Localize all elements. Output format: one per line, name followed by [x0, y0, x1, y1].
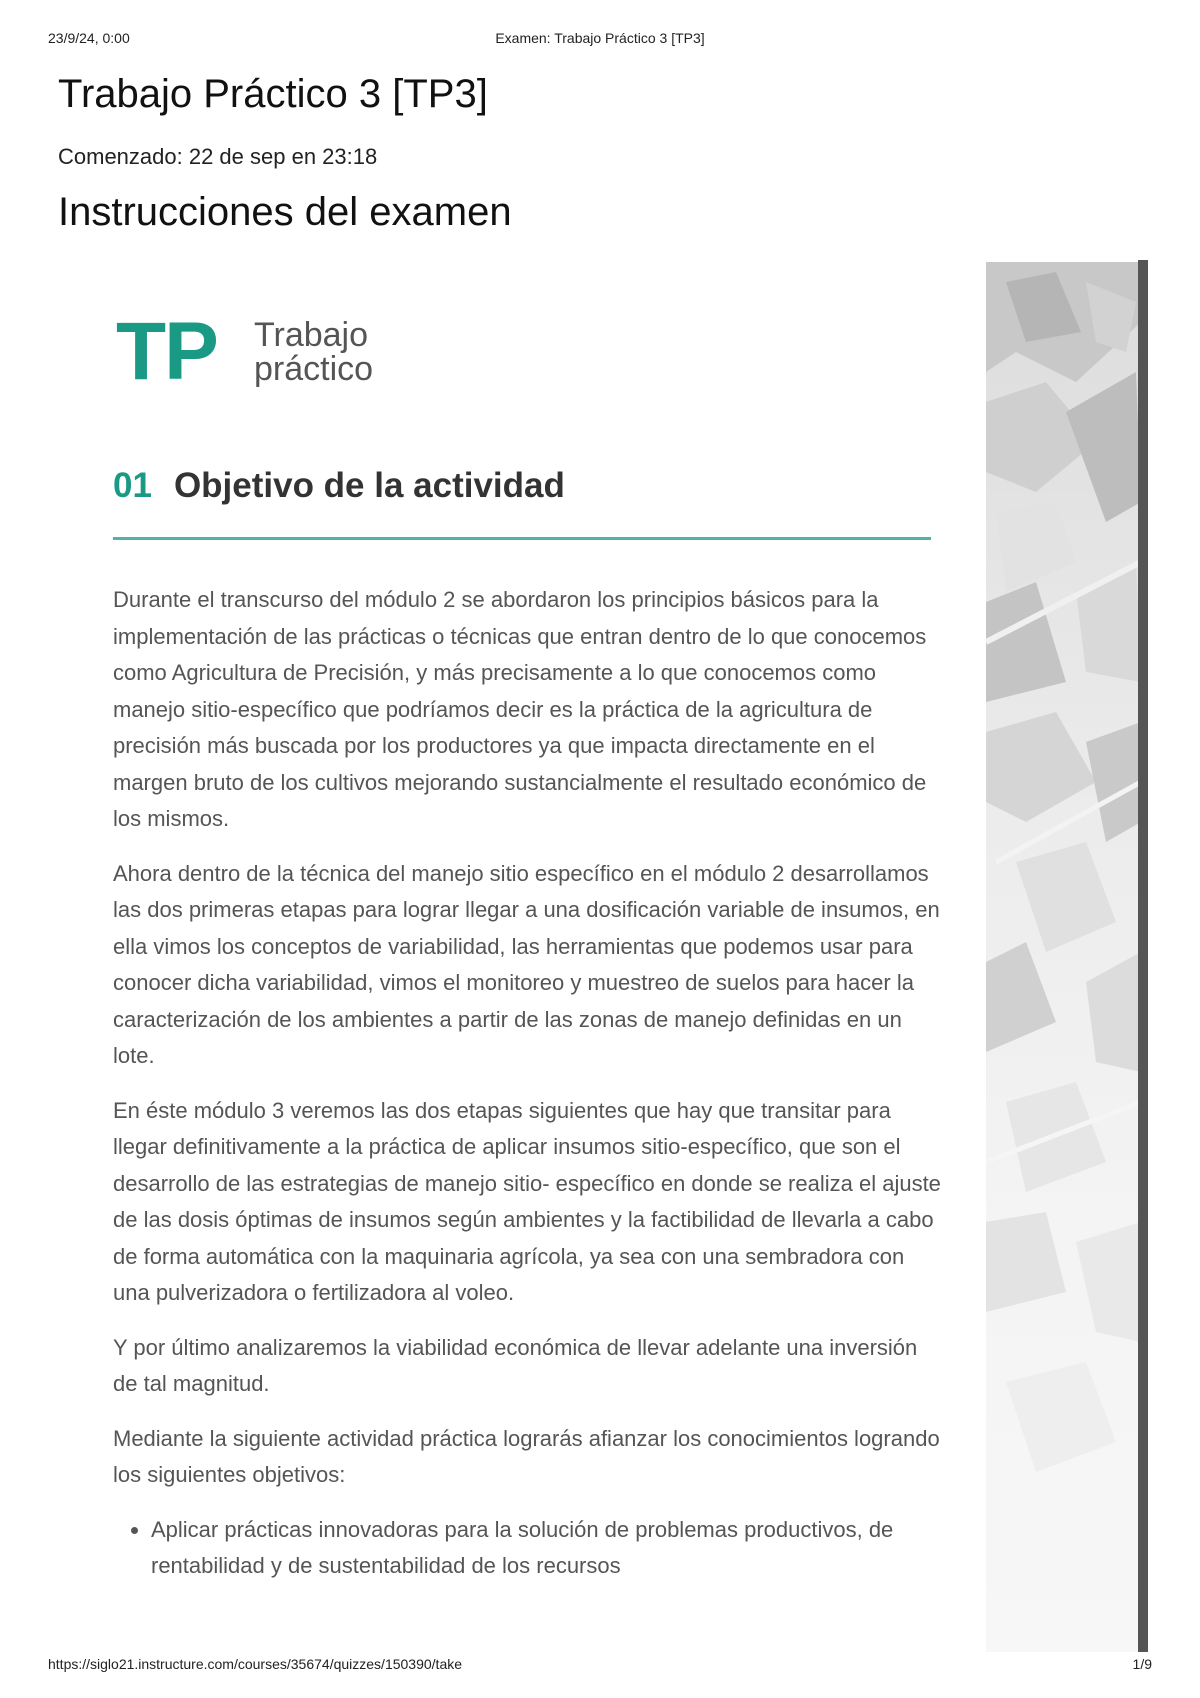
section-heading — [113, 466, 565, 506]
objective-item: • Aplicar prácticas innovadoras para la solución de problemas productivos, de rentabilidad y de sustentabilidad de los recursos — [151, 1512, 943, 1585]
instructions-heading: Instrucciones del examen — [58, 190, 512, 234]
architecture-image — [986, 262, 1141, 1652]
tp-logo-line1: Trabajo — [254, 316, 369, 354]
paragraph: Ahora dentro de la técnica del manejo sitio específico en el módulo 2 desarrollamos las dos primeras etapas para lograr llegar a una dosificación variable de insumos, en ella vimos los conceptos de variabilidad, las herramientas que podemos usar para conocer dicha variabilidad, vimos el monitoreo y muestreo de suelos para hacer la caracterización de los ambientes a partir de las zonas de manejo definidas en un lote. — [113, 860, 940, 1068]
paragraph: Mediante la siguiente actividad práctica lograrás afianzar los conocimientos logrando los siguientes objetivos: — [113, 1425, 940, 1487]
quiz-title: Trabajo Práctico 3 [TP3] — [58, 72, 488, 116]
section-number: 01 — [113, 466, 152, 505]
decorative-side-banner — [986, 262, 1141, 1652]
tp-logo-line2: práctico — [254, 350, 374, 388]
quiz-started-time: Comenzado: 22 de sep en 23:18 — [58, 144, 378, 169]
objectives-list — [113, 1512, 943, 1585]
print-page-number: 1/9 — [1132, 1656, 1152, 1672]
tp-logo-mark: TP — [116, 306, 217, 397]
print-url: https://siglo21.instructure.com/courses/35674/quizzes/150390/take — [48, 1656, 463, 1672]
section-title: Objetivo de la actividad — [173, 466, 565, 505]
paragraph: Durante el transcurso del módulo 2 se abordaron los principios básicos para la implementación de las prácticas o técnicas que entran dentro de lo que conocemos como Agricultura de Precisión, y más precisamente a lo que conocemos como manejo sitio-específico que podríamos decir es la práctica de la agricultura de precisión más buscada por los productores ya que impacta directamente en el margen bruto de los cultivos mejorando sustancialmente el resultado económico de los mismos. — [113, 587, 927, 831]
tp-logo-text — [254, 318, 373, 386]
side-banner-edge — [1138, 260, 1148, 1652]
paragraph: En éste módulo 3 veremos las dos etapas siguientes que hay que transitar para llegar definitivamente a la práctica de aplicar insumos sitio-específico, que son el desarrollo de las estrategias de manejo sitio- específico en donde se realiza el ajuste de las dosis óptimas de insumos según ambientes y la factibilidad de llevarla a cabo de forma automática con la maquinaria agrícola, ya sea con una sembradora con una pulverizadora o fertilizadora al voleo. — [113, 1097, 941, 1305]
instructions-body — [113, 582, 943, 1585]
paragraph: Y por último analizaremos la viabilidad económica de llevar adelante una inversión de tal magnitud. — [113, 1334, 918, 1396]
section-divider — [113, 537, 931, 540]
print-page-title: Examen: Trabajo Práctico 3 [TP3] — [495, 30, 705, 46]
print-datetime: 23/9/24, 0:00 — [48, 30, 130, 46]
